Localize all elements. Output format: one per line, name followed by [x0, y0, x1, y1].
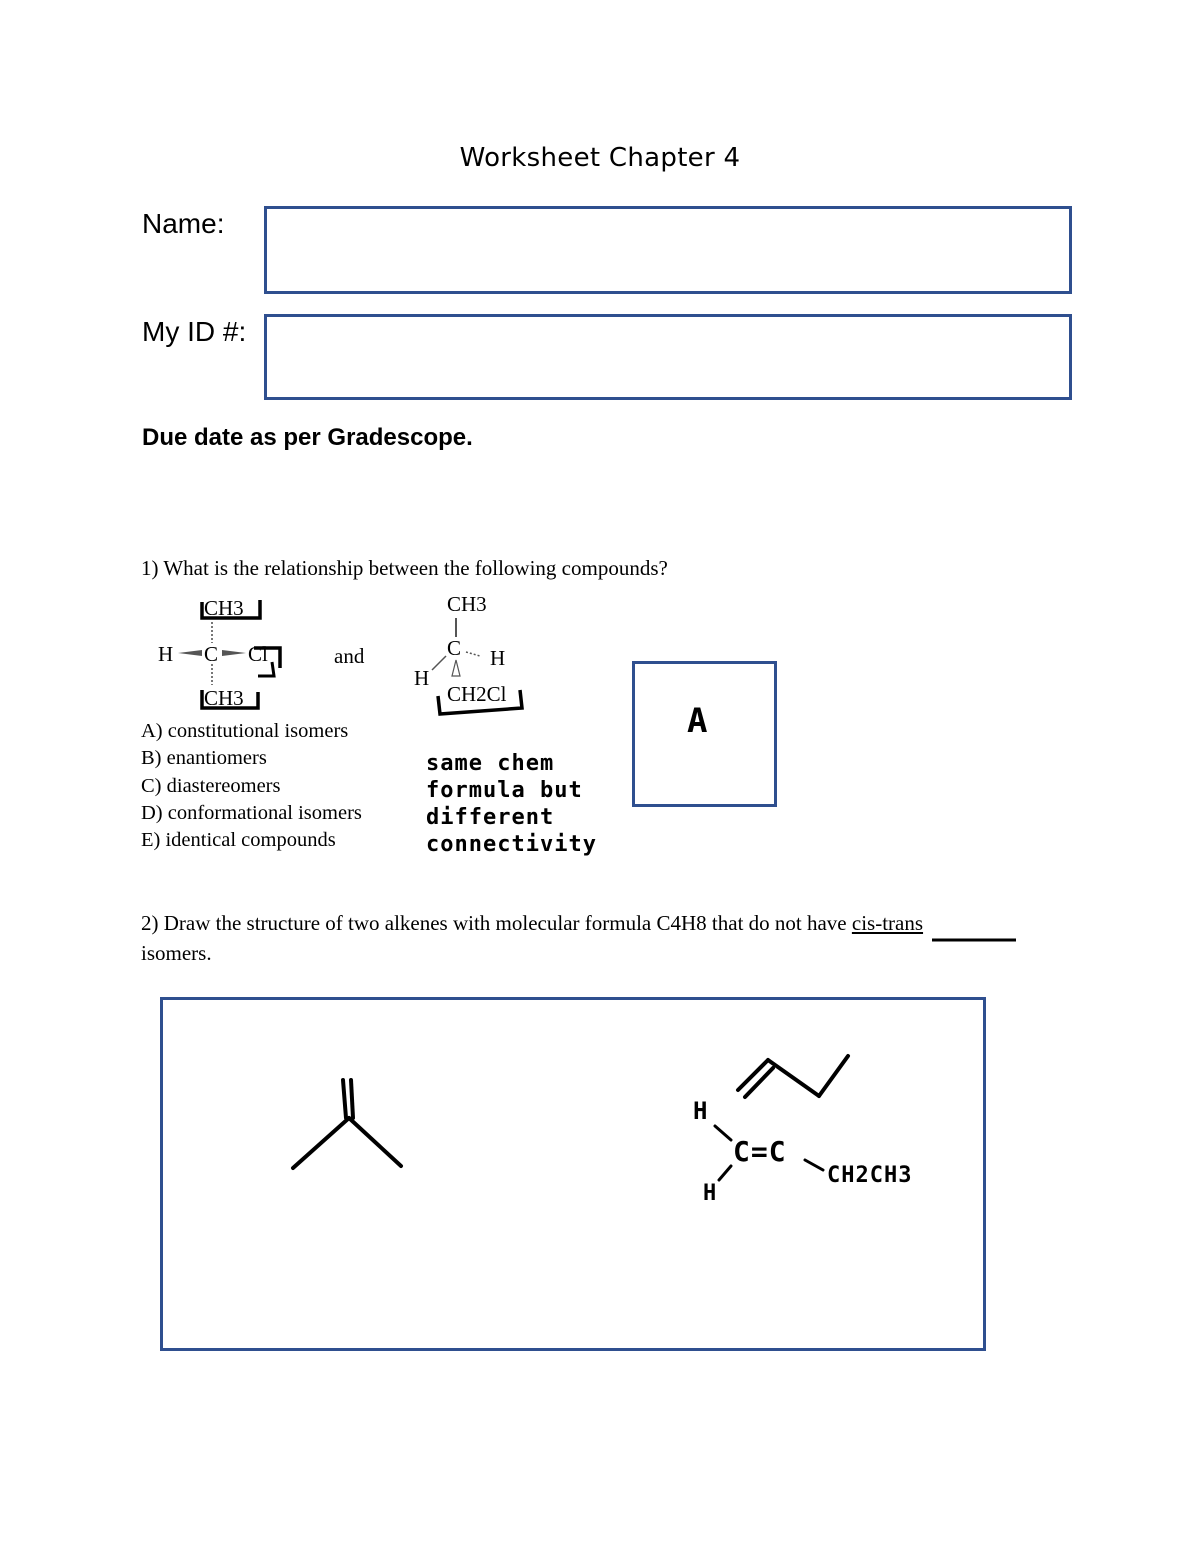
- handwritten-note: [426, 750, 597, 858]
- molecule-a-top: CH3: [204, 596, 244, 620]
- molecule-b-top: CH3: [447, 592, 487, 616]
- handwritten-note-line: different: [426, 805, 555, 830]
- question-2-line1: [141, 911, 923, 936]
- molecule-b-left: H: [414, 666, 430, 690]
- id-field[interactable]: [264, 314, 1072, 400]
- handwritten-h-bottom: H: [703, 1181, 718, 1206]
- drawing-area[interactable]: [160, 997, 986, 1351]
- handwritten-note-line: formula but: [426, 778, 583, 803]
- question-2-text: 2) Draw the structure of two alkenes with molecular formula C4H8 that do not have: [141, 911, 852, 935]
- molecule-b-center: C: [447, 636, 462, 660]
- option-e: E) identical compounds: [141, 829, 336, 851]
- molecule-a-bottom: CH3: [204, 686, 244, 710]
- handwritten-note-line: connectivity: [426, 832, 597, 857]
- worksheet-title: Worksheet Chapter 4: [459, 143, 741, 173]
- molecule-a-right: Cl: [248, 642, 268, 666]
- molecule-a-center: C: [204, 642, 219, 666]
- molecule-b: [410, 590, 540, 720]
- and-connector: and: [334, 644, 365, 668]
- handwritten-h-top: H: [693, 1097, 709, 1125]
- answer-box[interactable]: [632, 661, 777, 807]
- handwritten-carbons: C=C: [733, 1135, 787, 1168]
- option-d: D) conformational isomers: [141, 802, 362, 824]
- question-2-line2: isomers.: [141, 941, 212, 965]
- option-b: B) enantiomers: [141, 747, 267, 769]
- id-label: My ID #:: [142, 316, 247, 347]
- molecule-a-left: H: [158, 642, 174, 666]
- due-date-text: Due date as per Gradescope.: [142, 424, 473, 451]
- option-c: C) diastereomers: [141, 775, 281, 797]
- handwritten-ethyl: CH2CH3: [827, 1163, 913, 1188]
- question-1-text: 1) What is the relationship between the following compounds?: [141, 556, 668, 580]
- answer-text: A: [687, 701, 709, 741]
- name-label: Name:: [142, 208, 225, 239]
- handwritten-underline: [930, 936, 1020, 944]
- molecule-b-right: H: [490, 646, 506, 670]
- option-a: A) constitutional isomers: [141, 720, 349, 742]
- name-field[interactable]: [264, 206, 1072, 294]
- molecule-b-bottom: CH2Cl: [447, 682, 507, 706]
- molecule-a: [150, 592, 300, 722]
- handwritten-note-line: same chem: [426, 751, 555, 776]
- cis-trans-underlined: cis-trans: [851, 911, 924, 935]
